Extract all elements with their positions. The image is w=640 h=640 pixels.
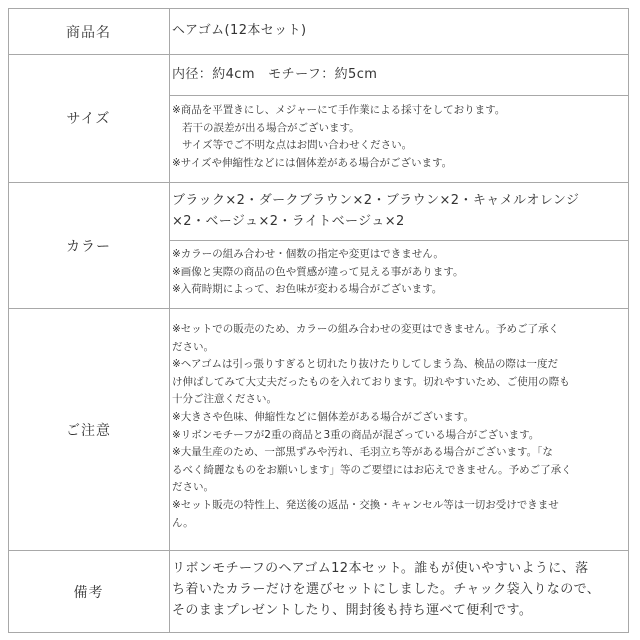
remarks-line: そのままプレゼントしたり、開封後も持ち運べて便利です。 xyxy=(172,603,533,618)
caution-notes xyxy=(172,321,628,532)
row-divider xyxy=(8,308,628,309)
note-line: サイズ等でご不明な点はお問い合わせください。 xyxy=(182,139,413,152)
note-line: ※セット販売の特性上、発送後の返品・交換・キャンセル等は一切お受けできませ xyxy=(172,498,559,511)
color-options xyxy=(172,190,628,232)
remarks-line: ち着いたカラーだけを選びセットにしました。チャック袋入りなので、 xyxy=(172,582,601,597)
remarks-line: リボンモチーフのヘアゴム12本セット。誰もが使いやすいように、落 xyxy=(172,561,589,576)
color-options-line: ブラック×2・ダークブラウン×2・ブラウン×2・キャメルオレンジ xyxy=(172,193,580,208)
column-divider xyxy=(169,8,170,633)
note-line: ※カラーの組み合わせ・個数の指定や変更はできません。 xyxy=(172,248,444,260)
table-border-top xyxy=(8,8,628,9)
note-line: 十分ご注意ください。 xyxy=(172,393,277,406)
color-options-line: ×2・ベージュ×2・ライトベージュ×2 xyxy=(172,214,405,229)
label-product-name: 商品名 xyxy=(66,25,111,41)
table-border-left xyxy=(8,8,9,633)
label-remarks: 備考 xyxy=(73,585,104,601)
note-line: ※リボンモチーフが2重の商品と3重の商品が混ざっている場合がございます。 xyxy=(172,428,540,441)
row-divider xyxy=(8,54,628,55)
label-caution: ご注意 xyxy=(66,423,111,439)
note-line: ※大きさや色味、伸縮性などに個体差がある場合がございます。 xyxy=(172,410,474,423)
note-line: ※ヘアゴムは引っ張りすぎると切れたり抜けたりしてしまう為、検品の際は一度だ xyxy=(172,358,558,371)
note-line: け伸ばしてみて大丈夫だったものを入れております。切れやすいため、ご使用の際も xyxy=(172,375,570,388)
note-line: るべく綺麗なものをお願いします」等のご要望にはお応えできません。予めご了承く xyxy=(172,463,572,476)
note-line: ※入荷時期によって、お色味が変わる場合がございます。 xyxy=(172,283,443,296)
row-divider xyxy=(8,182,628,183)
table-border-right xyxy=(628,8,629,633)
note-line: ※セットでの販売のため、カラーの組み合わせの変更はできません。予めご了承く xyxy=(172,323,560,335)
row-divider xyxy=(8,550,628,551)
note-line: ※大量生産のため、一部黒ずみや汚れ、毛羽立ち等がある場合がございます。「な xyxy=(172,446,553,459)
size-notes xyxy=(172,102,628,172)
note-line: ※画像と実際の商品の色や質感が違って見える事があります。 xyxy=(172,265,464,278)
note-line: ※商品を平置きにし、メジャーにて手作業による採寸をしております。 xyxy=(172,104,506,116)
size-dimensions: 内径：約4cm モチーフ：約5cm xyxy=(172,67,378,82)
note-line: ださい。 xyxy=(172,481,214,494)
label-size: サイズ xyxy=(66,111,111,127)
note-line: ん。 xyxy=(172,516,194,529)
remarks-text xyxy=(172,558,628,621)
color-notes xyxy=(172,246,628,299)
note-line: 若干の誤差が出る場合がございます。 xyxy=(182,121,360,134)
table-border-bottom xyxy=(8,632,628,633)
label-color: カラー xyxy=(66,239,111,255)
note-line: ※サイズや伸縮性などには個体差がある場合がございます。 xyxy=(172,156,453,169)
sub-divider xyxy=(169,95,628,96)
note-line: ださい。 xyxy=(172,340,214,353)
sub-divider xyxy=(169,240,628,241)
product-name-value: ヘアゴム(12本セット) xyxy=(172,23,307,38)
